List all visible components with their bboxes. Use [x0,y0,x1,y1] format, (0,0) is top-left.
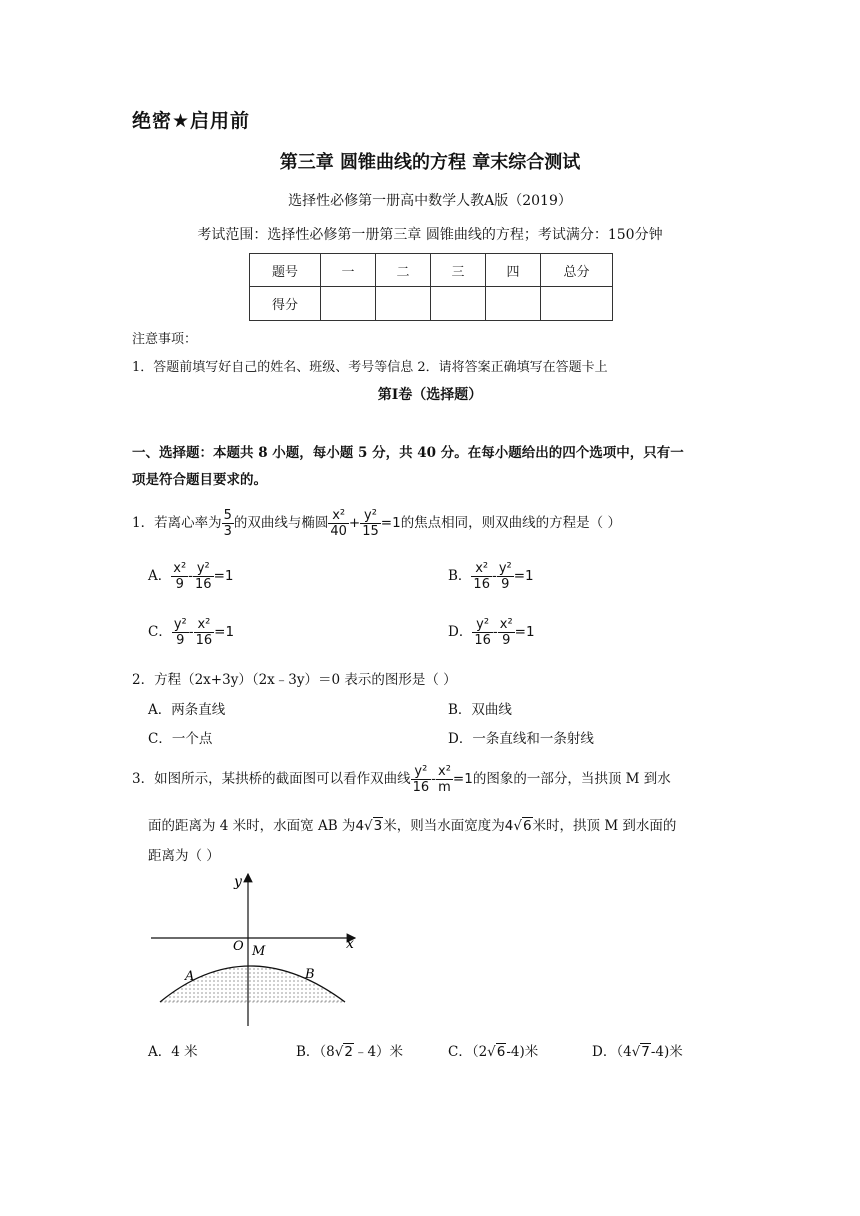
q3-line2-text: 面的距离为 4 米时，水面宽 AB 为 [148,818,356,834]
equation-rhs: =1 [513,568,534,584]
q3-line2-text: 米时，拱顶 M 到水面的 [532,818,677,834]
ab-width-expression: 4√3 [355,818,383,834]
q3-option-d[interactable] [592,1040,683,1060]
sqrt-radicand: 2 [344,1044,353,1060]
fraction-denominator: 15 [362,524,379,539]
minus-sign: - [492,624,498,640]
question-3-line-1 [132,764,671,795]
fraction-denominator: 16 [412,780,430,795]
question-2-stem: 2．方程（2x+3y）（2x﹣3y）＝0 表示的图形是（ ） [132,672,457,688]
fraction-denominator: 3 [223,524,232,539]
fraction-denominator: 9 [502,633,511,648]
ellipse-term-2 [360,508,381,539]
notice-item: 1．答题前填写好自己的姓名、班级、考号等信息 2．请将答案正确填写在答题卡上 [132,360,608,375]
option-text: -4)米 [506,1044,539,1060]
fraction-numerator: y² [472,617,493,633]
fraction-denominator: 16 [473,577,490,592]
sqrt-radicand: 6 [496,1044,506,1060]
fraction-denominator: 9 [175,577,184,592]
volume-title: 第Ⅰ卷（选择题） [377,387,483,403]
score-table-header-row [250,254,613,287]
score-cell [541,287,613,321]
score-header-cell: 三 [431,254,486,287]
option-label: A． [148,568,172,584]
minus-sign: - [431,771,437,787]
option-text: D．（4 [592,1044,632,1060]
fraction-numerator: y² [498,561,512,576]
option-term-1 [472,617,493,648]
option-term-2 [498,617,515,648]
q1-prefix: 1．若离心率为 [132,515,222,531]
water-width-expression: 4√6 [504,818,532,834]
fraction-numerator: y² [411,764,432,780]
fraction-numerator: x² [471,561,492,577]
option-term-1 [172,617,189,648]
q3-line2-text: 米，则当水面宽度为 [383,818,505,834]
equation-rhs: =1 [214,624,235,640]
sqrt-radicand: 6 [522,818,532,834]
fraction-numerator: x² [328,508,349,524]
option-term-2 [193,561,214,592]
hyperbola-term-2 [436,764,453,795]
q1-suffix: 的焦点相同，则双曲线的方程是（ ） [400,515,621,531]
plus-sign: + [348,515,361,531]
q2-option-c[interactable]: C．一个点 [148,731,213,747]
minus-sign: - [188,624,194,640]
option-term-1 [171,561,188,592]
confidential-mark: 绝密★启用前 [132,110,251,132]
q3-line1-suffix: 的图象的一部分，当拱顶 M 到水 [472,771,671,787]
q2-option-a[interactable]: A．两条直线 [148,702,226,718]
q1-mid: 的双曲线与椭圆 [233,515,329,531]
score-cell [431,287,486,321]
score-header-cell: 总分 [541,254,613,287]
option-term-1 [471,561,492,592]
fraction-numerator: x² [499,617,513,632]
q2-option-d[interactable]: D．一条直线和一条射线 [448,731,594,747]
score-header-cell: 四 [486,254,541,287]
sqrt-expression: √6 [487,1044,506,1060]
fraction-denominator: 16 [195,633,213,648]
q1-option-c[interactable] [148,617,234,648]
score-table-score-row [250,287,613,321]
q1-option-d[interactable] [448,617,535,648]
score-table [249,253,613,321]
fraction-denominator: 40 [330,524,347,539]
question-3-line-2 [148,814,676,834]
point-a-label: A [185,969,195,984]
sqrt-radicand: 3 [373,818,383,834]
point-m-label: M [252,944,266,959]
question-1-stem [132,508,621,539]
q1-option-a[interactable] [148,561,233,592]
minus-sign: - [188,568,194,584]
arch-bridge-figure [145,868,370,1028]
fraction-denominator: m [438,780,451,795]
eccentricity-fraction [222,508,234,539]
option-label: D． [448,624,473,640]
q3-option-b[interactable] [296,1040,403,1060]
hyperbola-term-1 [411,764,432,795]
page-title: 第三章 圆锥曲线的方程 章末综合测试 [279,152,581,173]
section-heading-line: 一、选择题：本题共 8 小题，每小题 5 分，共 40 分。在每小题给出的四个选项中，只有一 [132,445,684,461]
fraction-numerator: y² [360,508,381,524]
exam-range: 考试范围：选择性必修第一册第三章 圆锥曲线的方程；考试满分：150分钟 [197,227,663,243]
option-term-2 [194,617,215,648]
option-text: ﹣4）米 [353,1044,404,1060]
fraction-numerator: 5 [223,508,232,523]
option-term-2 [497,561,514,592]
fraction-denominator: 16 [474,633,491,648]
sqrt-coefficient: 4 [355,818,365,834]
score-cell [321,287,376,321]
section-heading [132,440,738,494]
origin-label: O [233,939,244,954]
option-label: C． [148,624,172,640]
option-text: B．（8 [296,1044,335,1060]
option-label: B． [448,568,472,584]
fraction-numerator: x² [173,561,187,576]
score-cell [486,287,541,321]
sqrt-radicand: 7 [641,1044,650,1060]
fraction-numerator: x² [194,617,215,633]
score-cell [376,287,431,321]
score-header-cell: 二 [376,254,431,287]
point-b-label: B [305,967,315,982]
q3-line1-prefix: 3．如图所示，某拱桥的截面图可以看作双曲线 [132,771,411,787]
sqrt-coefficient: 4 [504,818,514,834]
ellipse-term-1 [328,508,349,539]
equation-rhs: =1 [213,568,234,584]
question-3-line-3: 距离为（ ） [148,848,220,864]
q2-option-b[interactable]: B．双曲线 [448,702,512,718]
y-axis-label: y [234,874,242,890]
notice-title: 注意事项： [132,332,198,347]
sqrt-expression: √2 [334,1044,353,1060]
score-header-cell: 一 [321,254,376,287]
q3-option-c[interactable] [448,1040,538,1060]
q1-option-b[interactable] [448,561,534,592]
q3-option-a[interactable]: A．4 米 [148,1044,198,1060]
fraction-denominator: 9 [176,633,185,648]
equation-rhs: =1 [452,771,473,787]
option-text: C．（2 [448,1044,488,1060]
option-text: -4)米 [650,1044,683,1060]
fraction-numerator: y² [193,561,214,577]
section-heading-line: 项是符合题目要求的。 [132,472,267,488]
equation-rhs: =1 [514,624,535,640]
equation-rhs: =1 [380,515,401,531]
fraction-denominator: 16 [195,577,212,592]
fraction-numerator: x² [438,764,451,779]
score-header-cell: 题号 [250,254,321,287]
fraction-numerator: y² [173,617,187,632]
minus-sign: - [491,568,497,584]
x-axis-label: x [346,936,354,952]
sqrt-expression: √7 [631,1044,650,1060]
page-subtitle: 选择性必修第一册高中数学人教A版（2019） [288,193,572,209]
score-row-label: 得分 [250,287,321,321]
fraction-denominator: 9 [501,577,510,592]
